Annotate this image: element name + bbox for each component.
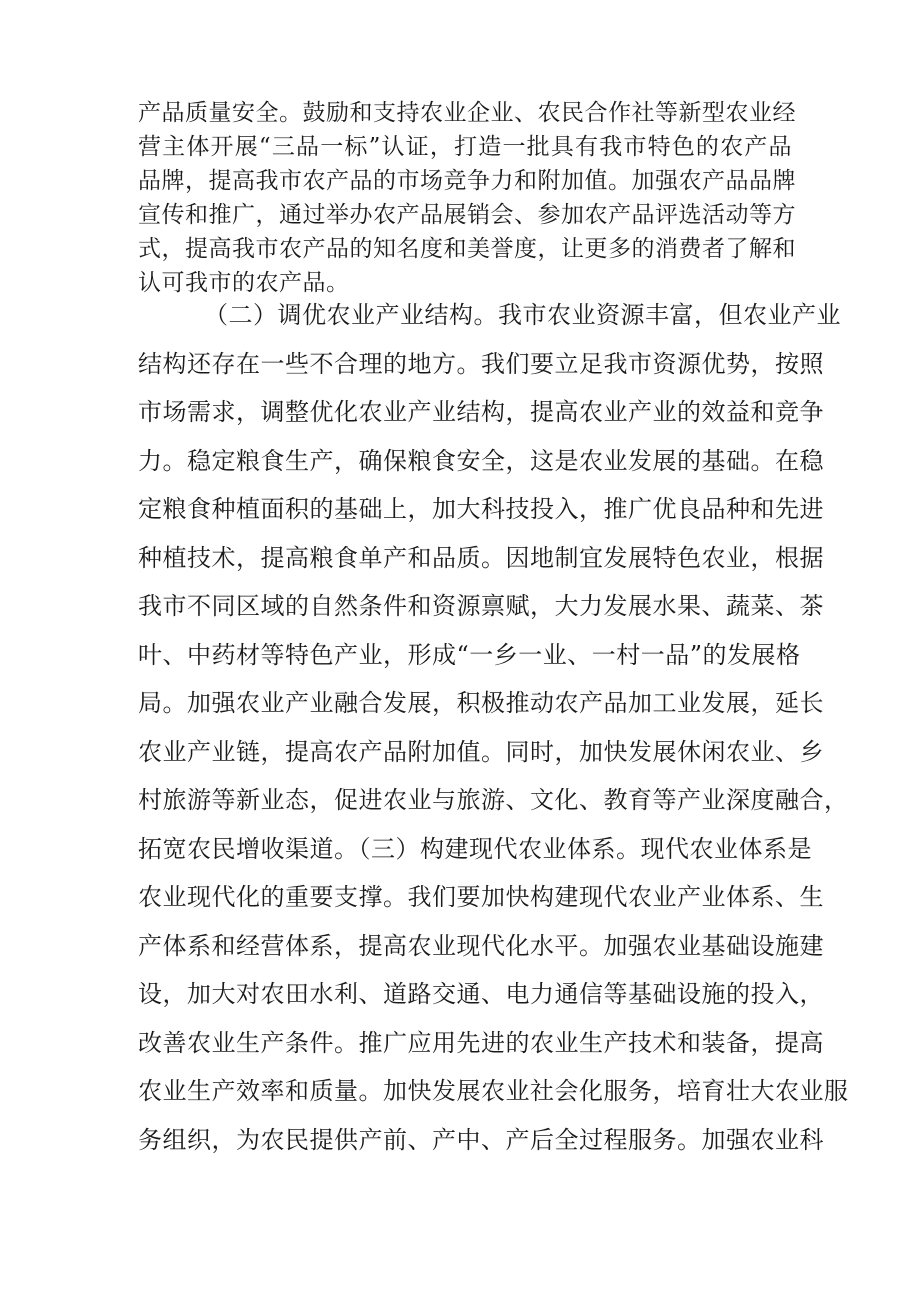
text-line: 村旅游等新业态，促进农业与旅游、文化、教育等产业深度融合， bbox=[138, 786, 849, 814]
text-line: 局。加强农业产业融合发展，积极推动农产品加工业发展，延长 bbox=[138, 689, 824, 717]
text-line: 式，提高我市农产品的知名度和美誉度，让更多的消费者了解和 bbox=[138, 236, 796, 262]
paragraph-product-quality bbox=[138, 96, 796, 300]
text-line: 农业现代化的重要支撑。我们要加快构建现代农业产业体系、生 bbox=[138, 883, 824, 911]
text-line: 改善农业生产条件。推广应用先进的农业生产技术和装备，提高 bbox=[138, 1028, 824, 1057]
text-line: 产体系和经营体系，提高农业现代化水平。加强农业基础设施建 bbox=[138, 931, 824, 960]
paragraph-industry-structure bbox=[138, 291, 849, 1164]
text-line: 设，加大对农田水利、道路交通、电力通信等基础设施的投入， bbox=[138, 980, 824, 1008]
text-line: 市场需求，调整优化农业产业结构，提高农业产业的效益和竞争 bbox=[138, 398, 824, 426]
text-line: 认可我市的农产品。 bbox=[138, 270, 350, 296]
text-line: 种植技术，提高粮食单产和品质。因地制宜发展特色农业，根据 bbox=[138, 543, 824, 572]
text-line: 务组织，为农民提供产前、产中、产后全过程服务。加强农业科 bbox=[138, 1125, 824, 1154]
text-line: 叶、中药材等特色产业，形成“一乡一业、一村一品”的发展格 bbox=[138, 640, 801, 669]
text-line: 我市不同区域的自然条件和资源禀赋，大力发展水果、蔬菜、茶 bbox=[138, 592, 824, 620]
text-line: 拓宽农民增收渠道。（三）构建现代农业体系。现代农业体系是 bbox=[138, 834, 812, 863]
text-line: 力。稳定粮食生产，确保粮食安全，这是农业发展的基础。在稳 bbox=[138, 446, 824, 475]
text-line: （二）调优农业产业结构。我市农业资源丰富，但农业产业 bbox=[204, 301, 841, 329]
text-line: 农业产业链，提高农产品附加值。同时，加快发展休闲农业、乡 bbox=[138, 737, 824, 766]
text-line: 宣传和推广，通过举办农产品展销会、参加农产品评选活动等方 bbox=[138, 202, 796, 228]
text-line: 定粮食种植面积的基础上，加大科技投入，推广优良品种和先进 bbox=[138, 495, 824, 523]
text-line: 结构还存在一些不合理的地方。我们要立足我市资源优势，按照 bbox=[138, 349, 824, 378]
text-line: 产品质量安全。鼓励和支持农业企业、农民合作社等新型农业经 bbox=[138, 100, 796, 126]
text-line: 农业生产效率和质量。加快发展农业社会化服务，培育壮大农业服 bbox=[138, 1077, 849, 1105]
text-line: 营主体开展“三品一标”认证，打造一批具有我市特色的农产品 bbox=[138, 134, 792, 160]
text-line: 品牌，提高我市农产品的市场竞争力和附加值。加强农产品品牌 bbox=[138, 168, 796, 194]
